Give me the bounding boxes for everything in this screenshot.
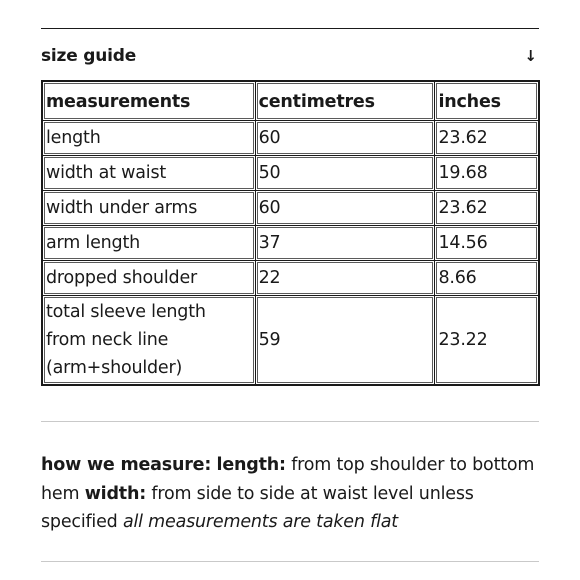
size-guide-accordion-toggle[interactable] xyxy=(41,44,539,68)
row-label-line: from neck line xyxy=(46,330,169,350)
row-cm: 59 xyxy=(255,296,435,386)
row-in: 23.62 xyxy=(435,121,539,156)
row-in: 14.56 xyxy=(435,226,539,261)
row-cm: 60 xyxy=(255,191,435,226)
row-label: width under arms xyxy=(42,191,255,226)
table-row xyxy=(42,121,539,156)
arrow-down-icon: ↓ xyxy=(524,47,537,65)
row-cm: 60 xyxy=(255,121,435,156)
row-label: dropped shoulder xyxy=(42,261,255,296)
row-label: length xyxy=(42,121,255,156)
table-header-row xyxy=(42,81,539,121)
header-measurements: measurements xyxy=(42,81,255,121)
length-text: from top shoulder to bottom hem xyxy=(41,455,535,504)
row-label xyxy=(42,296,255,386)
table-row xyxy=(42,261,539,296)
row-in: 8.66 xyxy=(435,261,539,296)
row-cm: 50 xyxy=(255,156,435,191)
row-label: arm length xyxy=(42,226,255,261)
row-in: 19.68 xyxy=(435,156,539,191)
table-row xyxy=(42,191,539,226)
row-in: 23.22 xyxy=(435,296,539,386)
row-cm: 22 xyxy=(255,261,435,296)
width-text: from side to side at waist level unless specified xyxy=(41,483,474,532)
size-guide-table xyxy=(41,80,540,386)
row-cm: 37 xyxy=(255,226,435,261)
flat-measurement-text: all measurements are taken flat xyxy=(122,512,398,532)
table-row xyxy=(42,226,539,261)
section-divider xyxy=(41,421,539,422)
table-row xyxy=(42,156,539,191)
length-label: length: xyxy=(216,455,286,475)
header-inches: inches xyxy=(435,81,539,121)
row-label: width at waist xyxy=(42,156,255,191)
header-centimetres: centimetres xyxy=(255,81,435,121)
row-label-line: total sleeve length xyxy=(46,302,206,322)
measurement-note xyxy=(41,451,539,537)
top-divider xyxy=(41,28,539,29)
bottom-divider xyxy=(41,561,539,562)
table-row xyxy=(42,296,539,386)
row-label-line: (arm+shoulder) xyxy=(46,358,183,378)
how-we-measure-label: how we measure: xyxy=(41,455,212,475)
row-in: 23.62 xyxy=(435,191,539,226)
width-label: width: xyxy=(84,483,147,504)
size-guide-title: size guide xyxy=(41,46,137,66)
